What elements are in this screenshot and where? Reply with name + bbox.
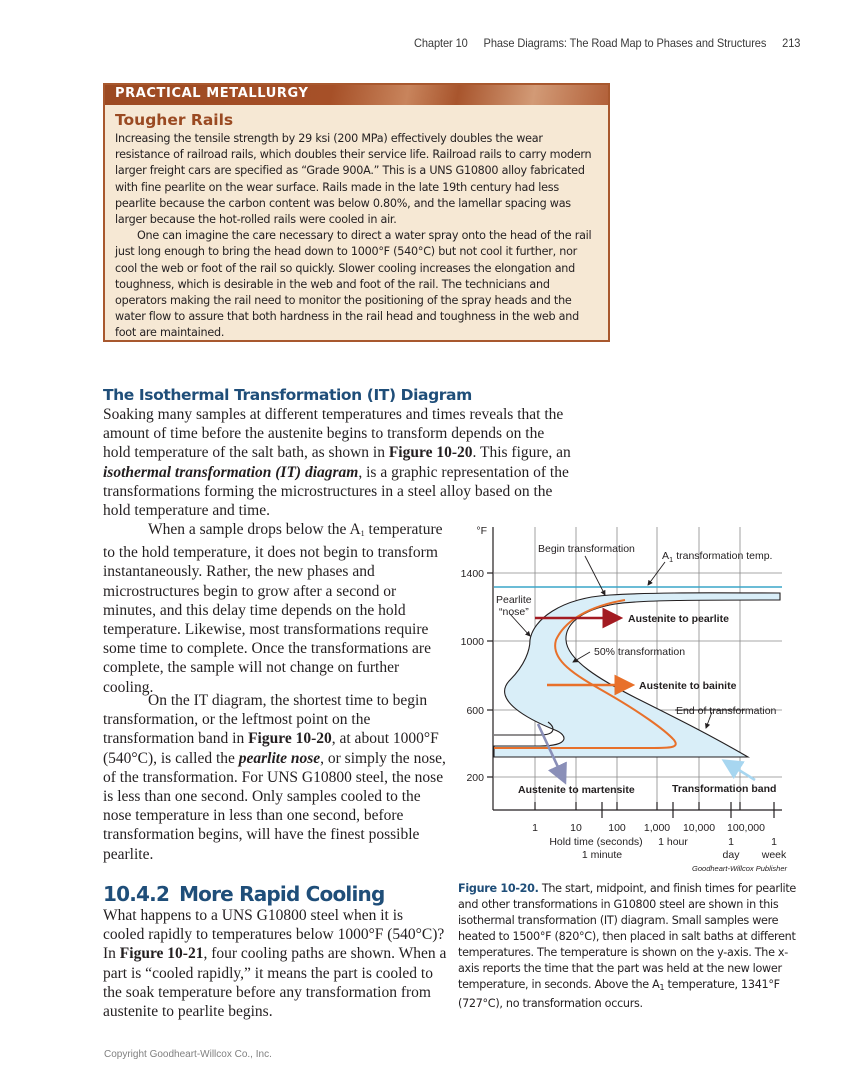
- paragraph: Soaking many samples at different temperatures and times reveals that the amount of time before the austenite begins to transform depends on the hold temperature of the salt bath, as shown in Figure 10-20. This figure, an isothermal transformation (IT) diagram, is a graphic representation of the transformations forming the microstructures in a steel alloy based on the hold temperature and time.: [103, 406, 571, 520]
- paragraph: On the IT diagram, the shortest time to begin transformation, or the leftmost point on the transformation band in Figure 10-20, at about 1000°F (540°C), is called the pearlite nose, or simply the nose, of the transformation. For UNS G10800 steel, the nose is less than one second. Only samples cooled to the nose temperature in less than one second, before transformation begins, will have the finest possible pearlite.: [103, 692, 446, 863]
- figure-credit: Goodheart-Willcox Publisher: [692, 864, 787, 873]
- austenite-to-bainite-label: Austenite to bainite: [639, 680, 737, 692]
- pearlite-nose-label: Pearlite: [496, 594, 532, 606]
- y-tick-label: 600: [466, 705, 484, 717]
- austenite-to-pearlite-label: Austenite to pearlite: [628, 613, 729, 625]
- paragraph: What happens to a UNS G10800 steel when it is cooled rapidly to temperatures below 1000°F (540°C)? In Figure 10-21, four cooling paths are shown. When a part is “cooled rapidly,” it means the part is cooled to the soak temperature before any transformation from austenite to pearlite begins.: [103, 907, 447, 1021]
- page-number: 213: [782, 36, 801, 50]
- chapter-title: Phase Diagrams: The Road Map to Phases and Structures: [483, 36, 767, 50]
- figure-label: Figure 10-20.: [458, 882, 539, 895]
- sidebar-title: Tougher Rails: [115, 111, 234, 129]
- figure-caption: Figure 10-20. The start, midpoint, and finish times for pearlite and other transformations in G10800 steel are shown in this isothermal transformation (IT) diagram. Small samples were heated to 1500°F (820°C), then placed in salt baths at different temperatures. The temperature is shown on the y-axis. The x-axis reports the time that the part was held at the new lower temperature, in seconds. Above the $A_1$ temperature, 1341°F (727°C), no transformation occurs.: [458, 882, 796, 1010]
- fifty-percent-label: 50% transformation: [594, 646, 686, 658]
- x-tick-label: 1: [532, 822, 538, 834]
- figure-reference: Figure 10-20: [248, 730, 332, 748]
- copyright-footer: Copyright Goodheart-Willcox Co., Inc.: [104, 1049, 272, 1060]
- week-label: 1: [771, 836, 777, 848]
- it-diagram-chart: [440, 520, 800, 880]
- figure-reference: Figure 10-21: [119, 945, 204, 963]
- sidebar-paragraph: One can imagine the care necessary to direct a water spray onto the head of the rail just long enough to bring the head down to 1000°F (540°C) but not cool it further, nor cool the web or foot of the rail so quickly. Slower cooling increases the elongation and toughness, which is desirable in the web and foot of the rail. The technicians and operators making the rail need to monitor the positioning of the spray heads and the water flow to assure that both hardness in the rail head and toughness in the web and foot are maintained.: [115, 229, 592, 340]
- day-label: 1: [728, 836, 734, 848]
- end-transformation-label: End of transformation: [676, 705, 777, 717]
- figure-reference: Figure 10-20: [388, 444, 473, 462]
- paragraph: When a sample drops below the $A_1$ temperature to the hold temperature, it does not begin to transform instantaneously. Rather, the new phases and microstructures begin to grow after a second or minutes, and this delay time depends on the hold temperature. Likewise, most transformations require some time to complete. Once the transformations are complete, the sample will not change on further cooling.: [103, 521, 443, 696]
- section-heading-rapid-cooling: 10.4.2 More Rapid Cooling: [103, 882, 385, 906]
- section-number: 10.4.2: [103, 882, 170, 906]
- y-tick-label: 1000: [460, 636, 484, 648]
- practical-metallurgy-box: [103, 83, 610, 342]
- austenite-to-martensite-label: Austenite to martensite: [518, 784, 635, 796]
- x-tick-label: 10,000: [682, 822, 716, 834]
- x-axis-label: Hold time (seconds): [549, 836, 643, 848]
- y-tick-label: 200: [466, 772, 484, 784]
- x-tick-label: 10: [570, 822, 582, 834]
- key-term: pearlite nose: [238, 749, 321, 767]
- day-label: day: [722, 849, 740, 861]
- x-tick-label: 100,000: [727, 822, 765, 834]
- minute-label: 1 minute: [581, 849, 623, 861]
- week-label: week: [761, 849, 787, 861]
- x-tick-label: 100: [608, 822, 626, 834]
- sidebar-body: [115, 131, 600, 342]
- hour-label: 1 hour: [658, 836, 688, 848]
- key-term: isothermal transformation (IT) diagram: [103, 463, 359, 481]
- a1-label: $A_1$ transformation temp.: [662, 550, 773, 564]
- sidebar-paragraph: Increasing the tensile strength by 29 ksi (200 MPa) effectively doubles the wear resistance of railroad rails, which doubles their service life. Railroad rails to carry modern larger freight cars are specified as “Grade 900A.” This is a UNS G10800 alloy fabricated with fine pearlite on the wear surface. Rails made in the late 19th century had less pearlite because the carbon content was below 0.80%, and the lamellar spacing was larger because the hot-rolled rails were cooled in air.: [115, 132, 592, 227]
- y-tick-label: 1400: [460, 568, 484, 580]
- x-tick-label: 1,000: [643, 822, 671, 834]
- transformation-band-label: Transformation band: [672, 783, 777, 795]
- y-unit-label: °F: [476, 525, 487, 537]
- running-head: [414, 36, 801, 50]
- begin-transformation-label: Begin transformation: [538, 543, 635, 555]
- pearlite-nose-label: “nose”: [499, 606, 529, 618]
- sidebar-banner: PRACTICAL METALLURGY: [105, 85, 608, 105]
- chapter-label: Chapter 10: [414, 36, 468, 50]
- section-heading-it-diagram: The Isothermal Transformation (IT) Diagram: [103, 386, 472, 404]
